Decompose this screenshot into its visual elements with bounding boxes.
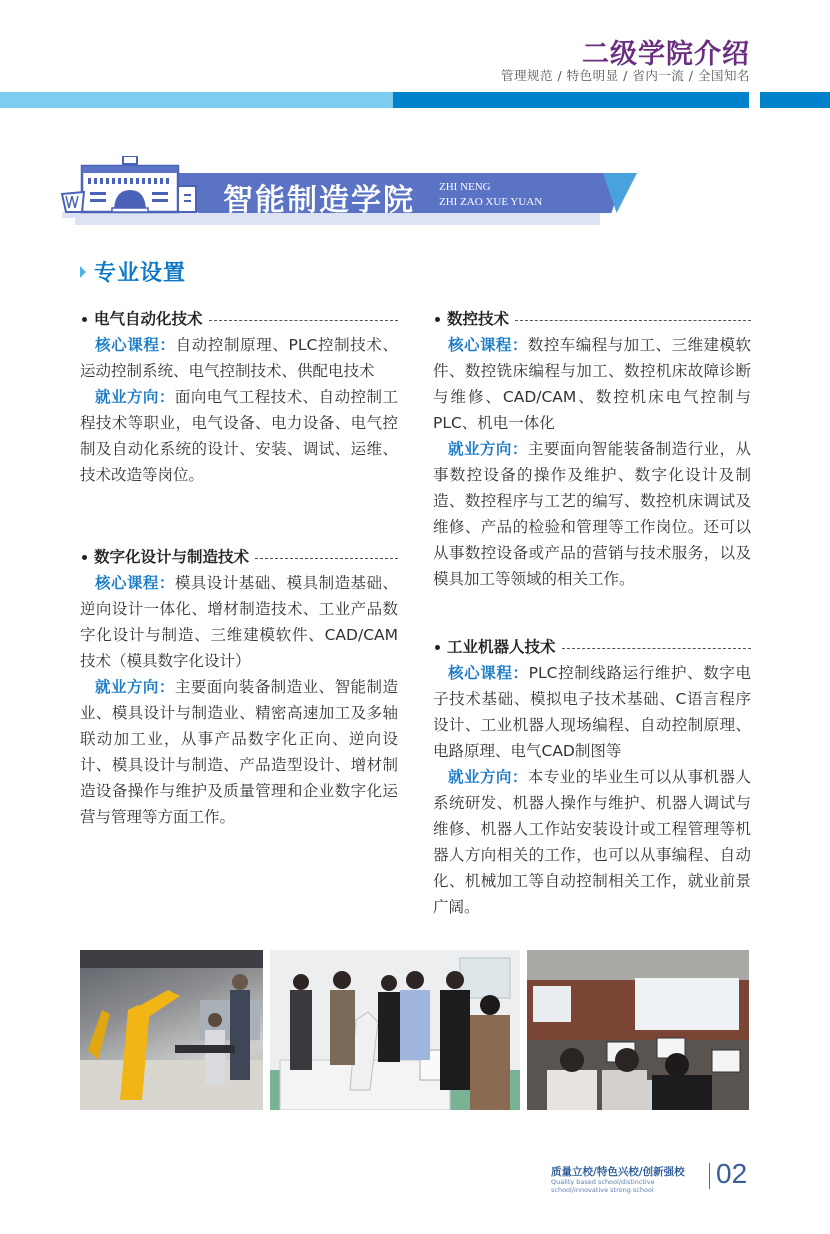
core-text: 数控车编程与加工、三维建模软件、数控铣床编程与加工、数控机床故障诊断与维修、CAD/CAM、数控机床电气控制与PLC、机电一体化 xyxy=(433,336,751,432)
building-icon xyxy=(60,156,200,218)
major-name: 电气自动化技术 xyxy=(94,310,203,328)
majors-right-column xyxy=(433,306,751,972)
career-direction xyxy=(80,674,398,830)
photo-collaborative-robot-training xyxy=(270,950,520,1110)
header-bar-light xyxy=(0,92,393,108)
photo-computer-lab xyxy=(527,950,749,1110)
majors-left-column xyxy=(80,306,398,882)
header-bar-end xyxy=(760,92,830,108)
core-text: PLC控制线路运行维护、数字电子技术基础、模拟电子技术基础、C语言程序设计、工业机器人现场编程、自动控制原理、电路原理、电气CAD制图等 xyxy=(433,664,751,760)
core-label: 核心课程： xyxy=(95,336,176,354)
major-heading xyxy=(433,306,751,332)
core-text: 模具设计基础、模具制造基础、逆向设计一体化、增材制造技术、工业产品数字化设计与制造、三维建模软件、CAD/CAM技术（模具数字化设计） xyxy=(80,574,398,670)
dashed-divider xyxy=(209,320,398,321)
major-heading xyxy=(433,634,751,660)
major-name: 数控技术 xyxy=(447,310,510,328)
core-label: 核心课程： xyxy=(448,664,529,682)
core-courses xyxy=(433,332,751,436)
career-direction xyxy=(80,384,398,488)
page-header-subtitle: 管理规范 / 特色明显 / 省内一流 / 全国知名 xyxy=(501,68,750,83)
major-item xyxy=(80,306,398,488)
page-header-title: 二级学院介绍 xyxy=(582,39,750,70)
dashed-divider xyxy=(515,320,751,321)
career-label: 就业方向： xyxy=(448,768,528,786)
major-name: 工业机器人技术 xyxy=(447,638,556,656)
college-name-pinyin xyxy=(439,180,542,210)
bullet-icon xyxy=(82,317,87,322)
college-name: 智能制造学院 xyxy=(223,183,415,218)
core-label: 核心课程： xyxy=(95,574,175,592)
major-item xyxy=(80,544,398,830)
core-courses xyxy=(433,660,751,764)
bullet-icon xyxy=(435,317,440,322)
major-item xyxy=(433,634,751,920)
career-label: 就业方向： xyxy=(95,388,175,406)
section-title: 专业设置 xyxy=(94,261,187,286)
major-heading xyxy=(80,306,398,332)
pinyin-line-1: ZHI NENG xyxy=(439,181,491,193)
major-name: 数字化设计与制造技术 xyxy=(94,548,250,566)
footer-slogan-en: Quality based school/distinctive school/innovative strong school xyxy=(551,1178,655,1194)
header-bar-dark xyxy=(393,92,749,108)
footer-slogan-cn: 质量立校/特色兴校/创新强校 xyxy=(551,1166,685,1178)
dashed-divider xyxy=(255,558,398,559)
photo-robot-arm-lab xyxy=(80,950,263,1110)
career-text: 本专业的毕业生可以从事机器人系统研发、机器人操作与维护、机器人调试与维修、机器人工作站安装设计或工程管理等机器人方向相关的工作，也可以从事编程、自动化、机械加工等自动控制相关工作，就业前景广阔。 xyxy=(433,768,751,916)
career-label: 就业方向： xyxy=(95,678,175,696)
major-heading xyxy=(80,544,398,570)
core-text: 自动控制原理、PLC控制技术、运动控制系统、电气控制技术、供配电技术 xyxy=(80,336,398,380)
career-text: 主要面向装备制造业、智能制造业、模具设计与制造业、精密高速加工及多轴联动加工业，从事产品数字化正向、逆向设计、模具设计与制造、产品造型设计、增材制造设备操作与维护及质量管理和企业数字化运营与管理等方面工作。 xyxy=(80,678,398,826)
dashed-divider xyxy=(562,648,751,649)
pinyin-line-2: ZHI ZAO XUE YUAN xyxy=(439,196,543,208)
triangle-right-icon xyxy=(80,266,86,278)
career-direction xyxy=(433,436,751,592)
core-label: 核心课程： xyxy=(448,336,528,354)
page-number: 02 xyxy=(716,1158,748,1189)
career-text: 主要面向智能装备制造行业，从事数控设备的操作及维护、数字化设计及制造、数控程序与工艺的编写、数控机床调试及维修、产品的检验和管理等工作岗位。还可以从事数控设备或产品的营销与技术服务，以及模具加工等领域的相关工作。 xyxy=(433,440,751,588)
core-courses xyxy=(80,570,398,674)
major-item xyxy=(433,306,751,592)
career-direction xyxy=(433,764,751,920)
core-courses xyxy=(80,332,398,384)
bullet-icon xyxy=(435,645,440,650)
bullet-icon xyxy=(82,555,87,560)
career-text: 面向电气工程技术、自动控制工程技术等职业，电气设备、电力设备、电气控制及自动化系统的设计、安装、调试、运维、技术改造等岗位。 xyxy=(80,388,398,484)
career-label: 就业方向： xyxy=(448,440,528,458)
footer-divider xyxy=(709,1163,710,1189)
